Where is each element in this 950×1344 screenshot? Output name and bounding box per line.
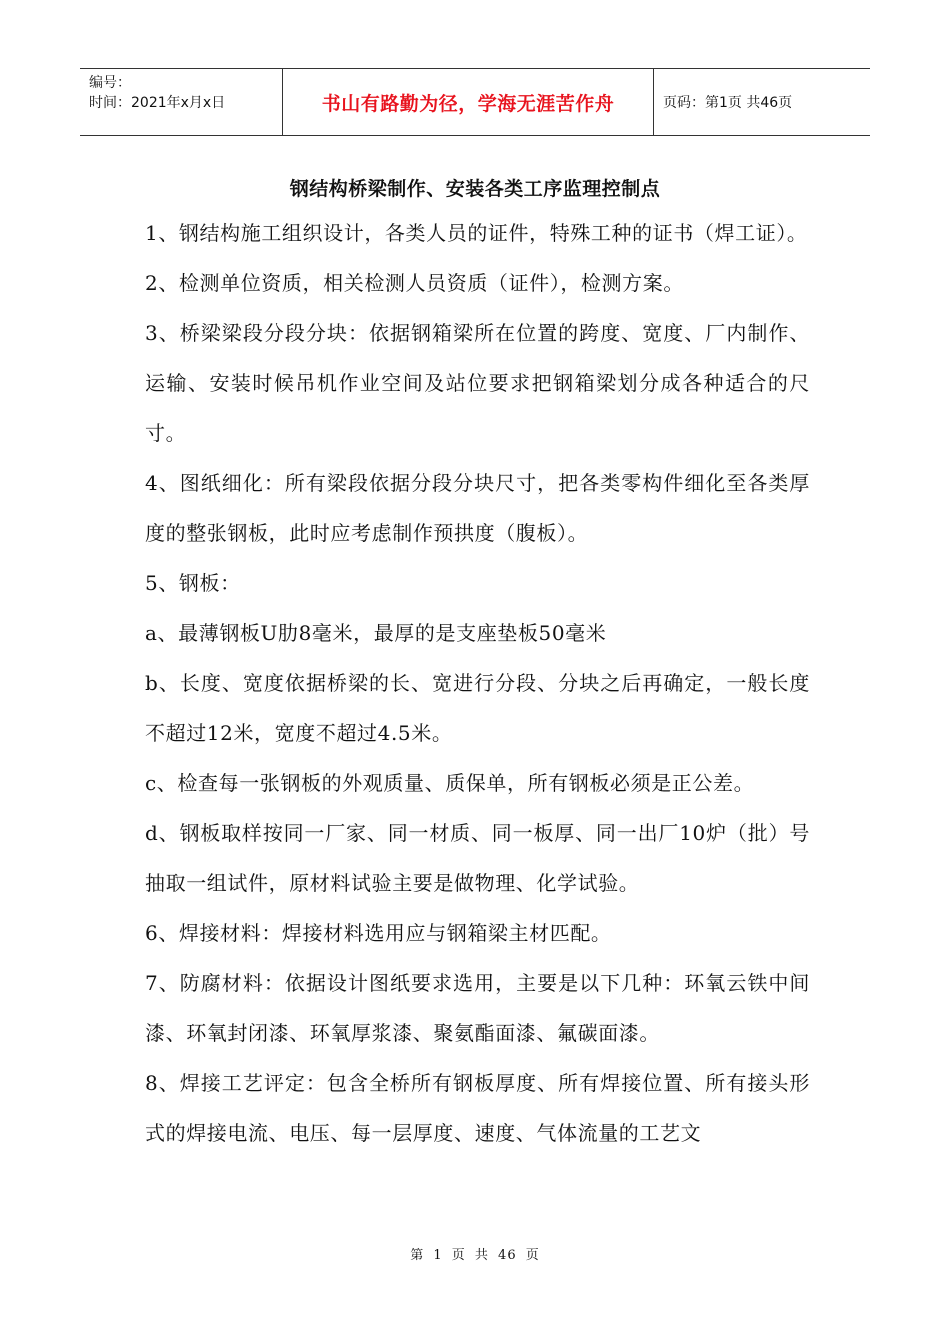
paragraph: c、检查每一张钢板的外观质量、质保单，所有钢板必须是正公差。 [145,771,755,795]
header-meta [80,69,282,135]
page-footer: 第 1 页 共 46 页 [410,1248,540,1263]
paragraph: 5、钢板： [145,571,241,595]
paragraph: 2、检测单位资质，相关检测人员资质（证件），检测方案。 [145,271,684,295]
paragraph: b、长度、宽度依据桥梁的长、宽进行分段、分块之后再确定，一般长度不超过12米，宽度不超过4.5米。 [145,671,810,745]
document-body [145,208,810,1158]
paragraph: 8、焊接工艺评定：包含全桥所有钢板厚度、所有焊接位置、所有接头形式的焊接电流、电压、每一层厚度、速度、气体流量的工艺文 [145,1071,810,1145]
header-motto: 书山有路勤为径，学海无涯苦作舟 [282,69,654,135]
number-label: 编号： [89,75,131,91]
paragraph: 6、焊接材料：焊接材料选用应与钢箱梁主材匹配。 [145,921,612,945]
paragraph: a、最薄钢板U肋8毫米，最厚的是支座垫板50毫米 [145,621,607,645]
paragraph: 3、桥梁梁段分段分块：依据钢箱梁所在位置的跨度、宽度、厂内制作、运输、安装时候吊机作业空间及站位要求把钢箱梁划分成各种适合的尺寸。 [145,321,810,445]
paragraph: d、钢板取样按同一厂家、同一材质、同一板厚、同一出厂10炉（批）号抽取一组试件，原材料试验主要是做物理、化学试验。 [145,821,810,895]
date-label: 时间：2021年x月x日 [89,95,226,111]
paragraph: 7、防腐材料：依据设计图纸要求选用，主要是以下几种：环氧云铁中间漆、环氧封闭漆、环氧厚浆漆、聚氨酯面漆、氟碳面漆。 [145,971,810,1045]
header-page-info: 页码：第1页 共46页 [663,95,793,111]
paragraph: 1、钢结构施工组织设计，各类人员的证件，特殊工种的证书（焊工证）。 [145,221,808,245]
document-title: 钢结构桥梁制作、安装各类工序监理控制点 [289,178,661,200]
document-header [80,68,870,136]
paragraph: 4、图纸细化：所有梁段依据分段分块尺寸，把各类零构件细化至各类厚度的整张钢板，此时应考虑制作预拱度（腹板）。 [145,471,810,545]
